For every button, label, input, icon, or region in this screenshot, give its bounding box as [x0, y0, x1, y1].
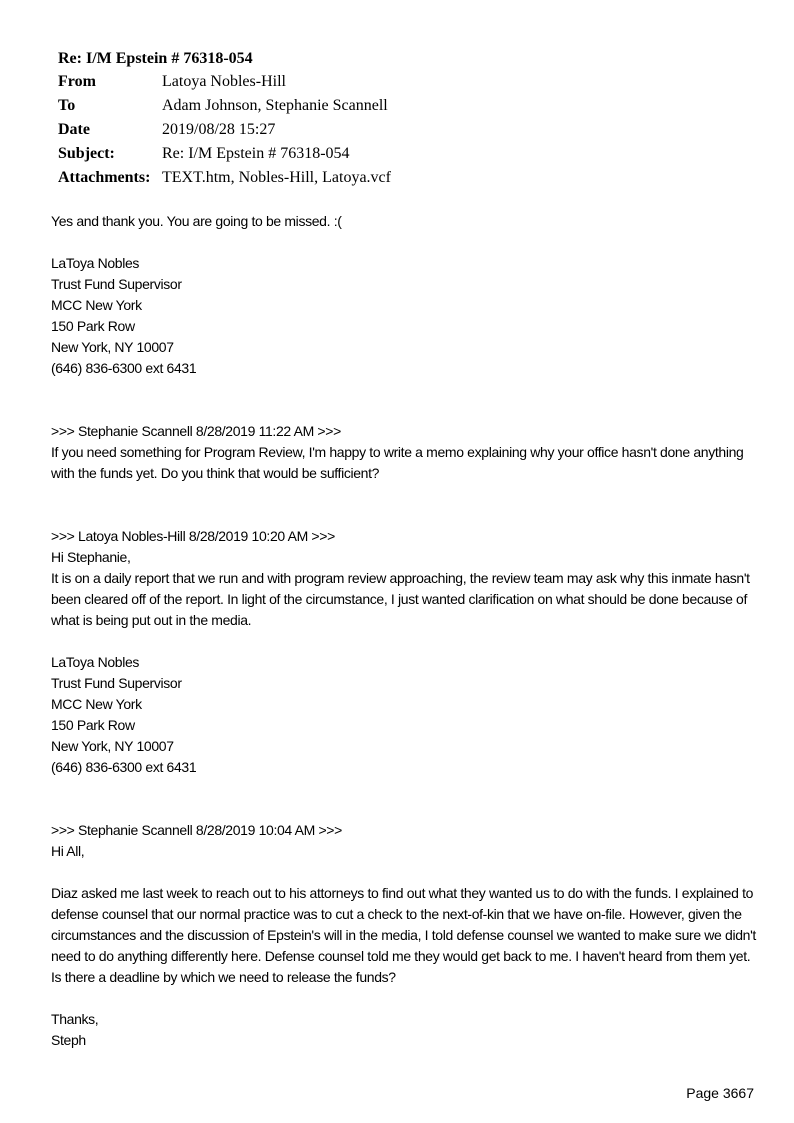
quote-greeting-3: Hi All, [51, 843, 85, 859]
attachments-label: Attachments: [58, 169, 151, 186]
signature-line: LaToya Nobles [51, 654, 140, 670]
quote-header-3: >>> Stephanie Scannell 8/28/2019 10:04 AM >>> [51, 822, 342, 838]
signature-line: MCC New York [51, 297, 142, 313]
attachments-row [58, 169, 391, 193]
attachments-value: TEXT.htm, Nobles-Hill, Latoya.vcf [162, 169, 391, 186]
from-label: From [58, 73, 96, 90]
quote-body-2: It is on a daily report that we run and with program review approaching, the review team may ask why this inmate hasn't been cleared off of the report. In light of the circumstance, I just wanted clarification on what should be done because of what is being put out in the media. [51, 570, 750, 628]
email-title: Re: I/M Epstein # 76318-054 [58, 50, 253, 67]
email-body [51, 211, 756, 1051]
to-label: To [58, 97, 76, 114]
signature-line: 150 Park Row [51, 318, 135, 334]
closing-text: Thanks, [51, 1011, 99, 1027]
from-value: Latoya Nobles-Hill [162, 73, 286, 90]
page-number: Page 3667 [686, 1085, 754, 1101]
email-header-table [58, 73, 391, 193]
signature-line: New York, NY 10007 [51, 738, 174, 754]
subject-row [58, 145, 391, 169]
subject-value: Re: I/M Epstein # 76318-054 [162, 145, 350, 162]
subject-label: Subject: [58, 145, 115, 162]
date-value: 2019/08/28 15:27 [162, 121, 276, 138]
signature-line: MCC New York [51, 696, 142, 712]
reply-text: Yes and thank you. You are going to be missed. :( [51, 213, 342, 229]
signature-line: Trust Fund Supervisor [51, 675, 182, 691]
date-label: Date [58, 121, 90, 138]
signature-line: (646) 836-6300 ext 6431 [51, 360, 197, 376]
to-value: Adam Johnson, Stephanie Scannell [162, 97, 388, 114]
quote-header-1: >>> Stephanie Scannell 8/28/2019 11:22 AM >>> [51, 423, 341, 439]
date-row [58, 121, 391, 145]
to-row [58, 97, 391, 121]
signature-line: LaToya Nobles [51, 255, 140, 271]
signature-line: (646) 836-6300 ext 6431 [51, 759, 197, 775]
signature-line: New York, NY 10007 [51, 339, 174, 355]
signature-block-2 [51, 652, 756, 778]
quote-greeting-2: Hi Stephanie, [51, 549, 131, 565]
quote-header-2: >>> Latoya Nobles-Hill 8/28/2019 10:20 AM >>> [51, 528, 335, 544]
from-row [58, 73, 391, 97]
quote-body-3: Diaz asked me last week to reach out to his attorneys to find out what they wanted us to do with the funds. I explained to defense counsel that our normal practice was to cut a check to the next-of-kin that we have on-file. However, given the circumstances and the discussion of Epstein's will in the media, I told defense counsel we wanted to make sure we didn't need to do anything differently here. Defense counsel told me they would get back to me. I haven't heard from them yet. Is there a deadline by which we need to release the funds? [51, 885, 756, 985]
signature-line: 150 Park Row [51, 717, 135, 733]
closing-name: Steph [51, 1032, 86, 1048]
signature-block-1 [51, 253, 756, 379]
quote-body-1: If you need something for Program Review, I'm happy to write a memo explaining why your office hasn't done anything with the funds yet. Do you think that would be sufficient? [51, 444, 744, 481]
signature-line: Trust Fund Supervisor [51, 276, 182, 292]
